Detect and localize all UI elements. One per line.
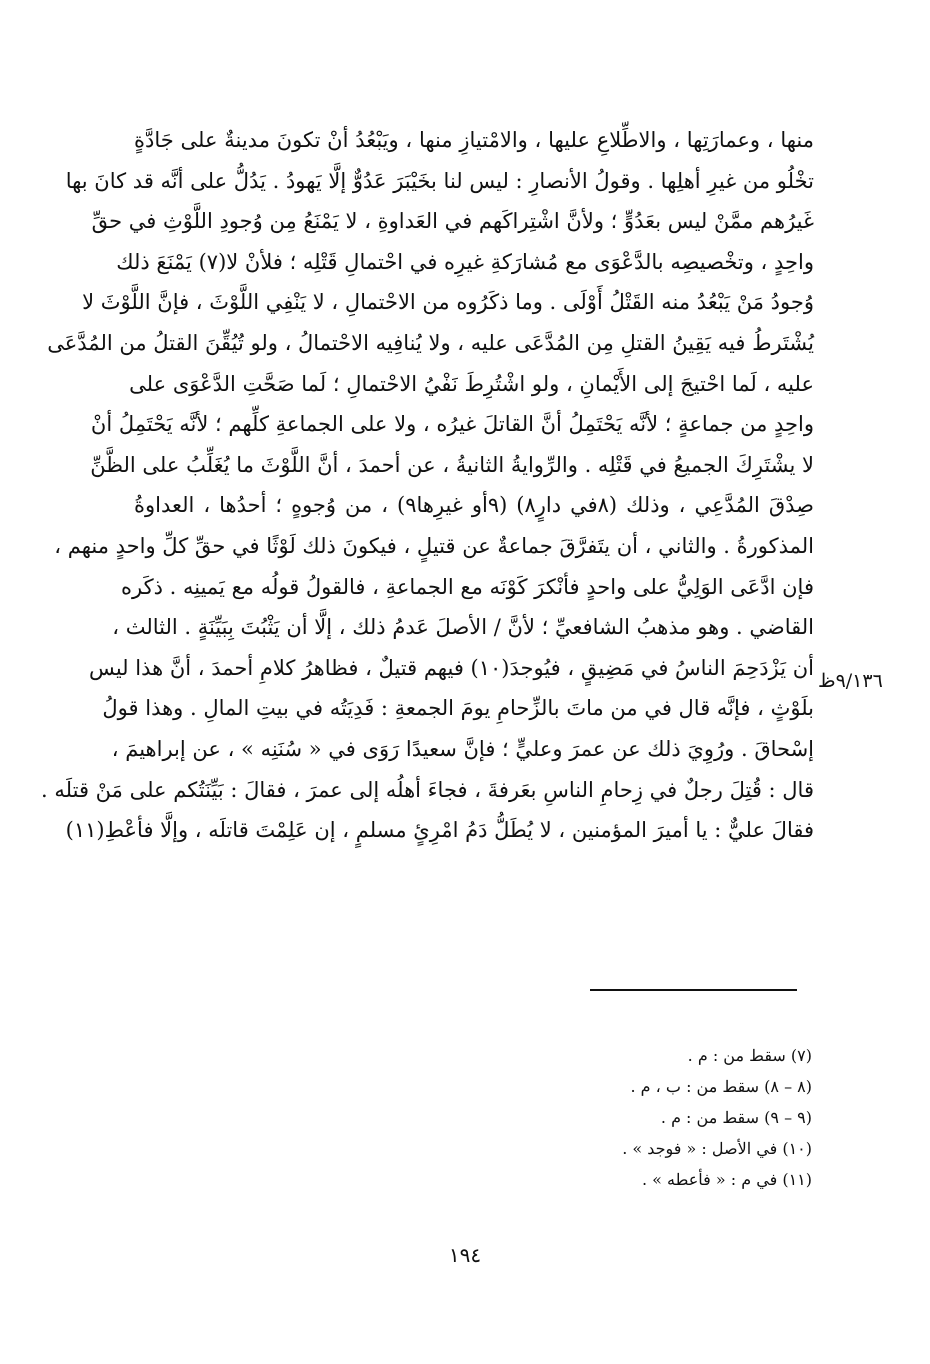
text-line: لا يشْتَرِكَ الجميعُ في قَتْلِه . والرِّوايةُ الثانيةُ ، عن أحمدَ ، أنَّ اللَّوْثَ ما يُغَلِّبُ على الظَّنِّ	[90, 452, 814, 477]
footnote: (٨ – ٨) سقط من : ب ، م .	[630, 1077, 812, 1096]
text-line: أن يَزْدَحِمَ الناسُ في مَضِيقٍ ، فيُوجدَ(١٠) فيهم قتيلٌ ، فظاهرُ كلامِ أحمدَ ، أنَّ هذا ليس	[89, 655, 814, 680]
text-line: القاضي . وهو مذهبُ الشافعيِّ ؛ لأنَّ / الأصلَ عَدمُ ذلك ، إلَّا أن يَثْبُتَ بِبَيِّنَةٍ . الثالث ،	[112, 615, 814, 640]
footnote-separator	[590, 989, 797, 991]
text-line: يُشْتَرطُ فيه يَقِينُ القتلِ مِن المُدَّعَى عليه ، ولا يُنافِيه الاحْتمالُ ، ولو تُيُقِّنَ القتلُ من المُدَّعَى	[47, 330, 814, 355]
footnotes	[312, 1040, 812, 1195]
text-line: واحِدٍ من جماعةٍ ؛ لأنَّه يَحْتَمِلُ أنَّ القاتلَ غيرُه ، ولا على الجماعةِ كلِّهم ؛ لأنَّه يَحْتَمِلُ أنْ	[90, 412, 814, 437]
main-text	[41, 120, 815, 851]
text-line: منها ، وعمارَتِها ، والاطِّلاعِ عليها ، والامْتيازِ منها ، ويَبْعُدُ أنْ تكونَ مدينةٌ على جَادَّةٍ	[134, 128, 814, 152]
text-line: غَيرُهم ممَّنْ ليس بعَدُوٍّ ؛ ولأنَّ اشْتِراكَهم في العَداوةِ ، لا يَمْنَعُ مِن وُجودِ اللَّوْثِ في حقِّ	[91, 209, 814, 234]
text-line: فإن ادَّعَى الوَلِيُّ على واحدٍ فأنْكرَ كَوْنَه مع الجماعةِ ، فالقولُ قولُه مع يَمينِه . ذكَره	[121, 574, 814, 599]
text-line: تخْلُو من غيرِ أهلِها . وقولُ الأنصارِ : ليس لنا بخَيْبَرَ عَدُوٌّ إلَّا يَهودُ . يَدُلُّ على أنَّه قد كانَ بها	[65, 168, 814, 193]
margin-folio-note: ٩/١٣٦ظ	[818, 670, 883, 692]
footnote: (١١) في م : « فأعطه » .	[642, 1170, 812, 1189]
text-line: بلَوْثٍ ، فإنَّه قال في من ماتَ بالزِّحامِ يومَ الجمعةِ : فَدِيَتُه في بيتِ المالِ . وهذا قولُ	[102, 696, 814, 721]
footnote: (٩ – ٩) سقط من : م .	[660, 1108, 812, 1127]
text-line: المذكورةُ . والثاني ، أن يتَفرَّقَ جماعةٌ عن قتيلٍ ، فيكونَ ذلك لَوْثًا في حقِّ كلِّ واحدٍ منهم ،	[54, 533, 814, 558]
text-line: إسْحاقَ . ورُوِيَ ذلك عن عمرَ وعليٍّ ؛ فإنَّ سعيدًا رَوَى في « سُنَنِه » ، عن إبراهيمَ ،	[111, 736, 814, 761]
text-line: وُجودُ مَنْ يَبْعُدُ منه القَتْلُ أَوْلَى . وما ذكَرُوه من الاحْتمالِ ، لا يَنْفِي اللَّوْثَ ، فإنَّ اللَّوْثَ لا	[82, 290, 814, 315]
page-number: ١٩٤	[448, 1243, 482, 1267]
footnote: (١٠) في الأصل : « فوجد » .	[622, 1139, 812, 1158]
text-line: قال : قُتِلَ رجلٌ في زِحامِ الناسِ بعَرفةَ ، فجاءَ أهلُه إلى عمرَ ، فقالَ : بَيِّنَتُكم على مَنْ قتلَه .	[41, 777, 814, 802]
footnote: (٧) سقط من : م .	[687, 1046, 812, 1065]
text-line: صِدْقَ المُدَّعِي ، وذلك (٨في دارٍ٨) (٩أو غيرِها٩) ، من وُجوهٍ ؛ أحدُها ، العداوةُ	[134, 493, 815, 518]
text-line: فقالَ عليٌّ : يا أميرَ المؤمنين ، لا يُطَلُّ دَمُ امْرِئٍ مسلمٍ ، إن عَلِمْتَ قاتلَه ، وإلَّا فأعْطِ(١١)	[65, 818, 814, 843]
text-line: عليه ، لَما احْتيجَ إلى الأَيْمانِ ، ولو اشْتُرِطَ نَفْيُ الاحْتمالِ ؛ لَما صَحَّتِ الدَّعْوَى على	[129, 371, 814, 396]
text-line: واحِدٍ ، وتخْصيصِه بالدَّعْوَى مع مُشارَكةِ غيرِه في احْتمالِ قَتْلِه ؛ فلأنْ لا(٧) يَمْنَعَ ذلك	[116, 249, 814, 274]
